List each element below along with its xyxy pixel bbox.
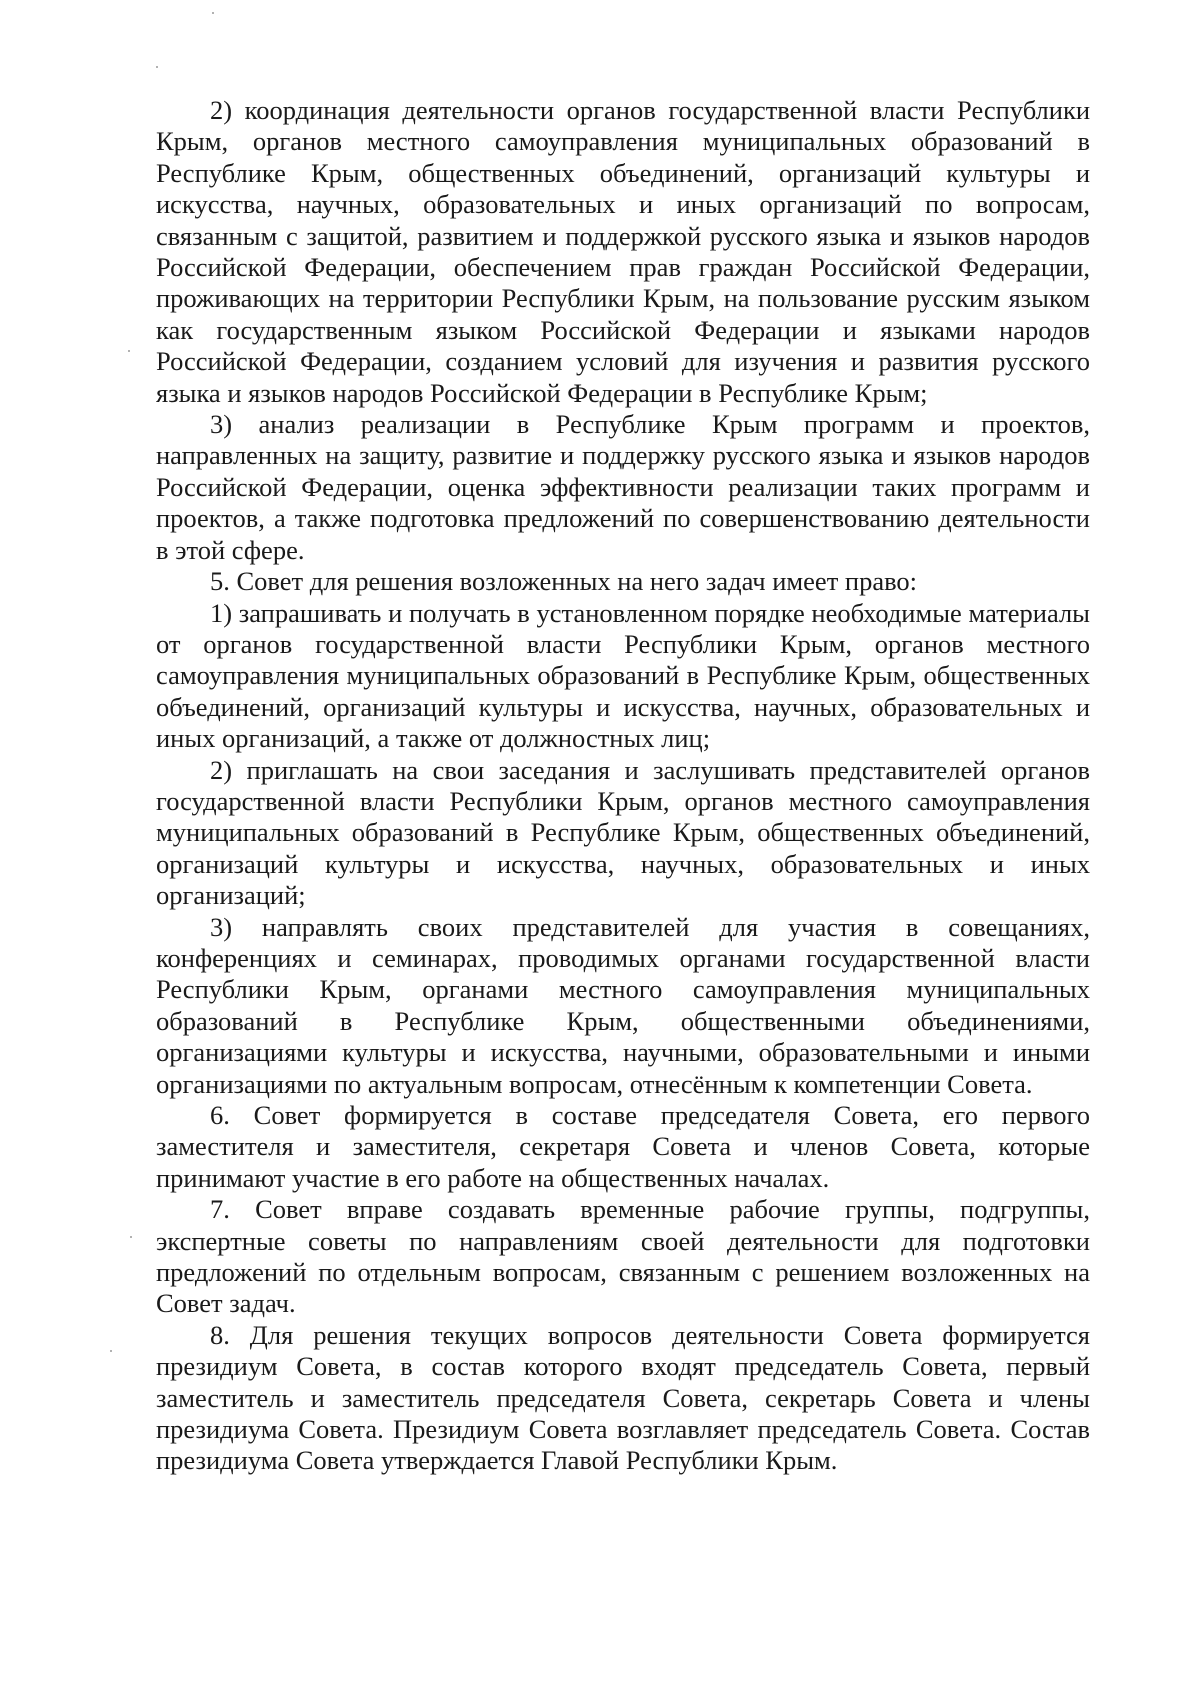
scan-speck (128, 350, 130, 352)
document-body (156, 95, 1090, 1477)
paragraph-right-2-invite: 2) приглашать на свои заседания и заслушивать представителей органов государственной власти Республики Крым, органов местного самоуправления муниципальных образований в Республике Крым, общественных объединений, организаций культуры и искусства, научных, образовательных и иных организаций; (156, 754, 1090, 911)
paragraph-item-2-coordination: 2) координация деятельности органов государственной власти Республики Крым, органов местного самоуправления муниципальных образований в Республике Крым, общественных объединений, организаций культуры и искусства, научных, образовательных и иных организаций по вопросам, связанным с защитой, развитием и поддержкой русского языка и языков народов Российской Федерации, обеспечением прав граждан Российской Федерации, проживающих на территории Республики Крым, на пользование русским языком как государственным языком Российской Федерации и языками народов Российской Федерации, созданием условий для изучения и развития русского языка и языков народов Российской Федерации в Республике Крым; (156, 95, 1090, 408)
paragraph-section-5-rights: 5. Совет для решения возложенных на него задач имеет право: (210, 566, 918, 597)
scan-speck (130, 1236, 132, 1238)
paragraph-item-3-analysis: 3) анализ реализации в Республике Крым программ и проектов, направленных на защиту, развитие и поддержку русского языка и языков народов Российской Федерации, оценка эффективности реализации таких программ и проектов, а также подготовка предложений по совершенствованию деятельности в этой сфере. (156, 409, 1090, 565)
scan-speck (110, 1350, 112, 1352)
scan-speck (212, 12, 214, 14)
paragraph-section-7-working-groups: 7. Совет вправе создавать временные рабочие группы, подгруппы, экспертные советы по направлениям своей деятельности для подготовки предложений по отдельным вопросам, связанным с решением возложенных на Совет задач. (156, 1194, 1090, 1319)
paragraph-right-3-delegate: 3) направлять своих представителей для участия в совещаниях, конференциях и семинарах, проводимых органами государственной власти Республики Крым, органами местного самоуправления муниципальных образований в Республике Крым, общественными объединениями, организациями культуры и искусства, научными, образовательными и иными организациями по актуальным вопросам, отнесённым к компетенции Совета. (156, 911, 1090, 1099)
paragraph-right-1-request: 1) запрашивать и получать в установленном порядке необходимые материалы от органов государственной власти Республики Крым, органов местного самоуправления муниципальных образований в Республике Крым, общественных объединений, организаций культуры и искусства, научных, образовательных и иных организаций, а также от должностных лиц; (156, 597, 1090, 754)
paragraph-section-8-presidium: 8. Для решения текущих вопросов деятельности Совета формируется президиум Совета, в состав которого входят председатель Совета, первый заместитель и заместитель председателя Совета, секретарь Совета и члены президиума Совета. Президиум Совета возглавляет председатель Совета. Состав президиума Совета утверждается Главой Республики Крым. (156, 1319, 1090, 1476)
scan-speck (156, 66, 158, 68)
paragraph-section-6-composition: 6. Совет формируется в составе председателя Совета, его первого заместителя и заместителя, секретаря Совета и членов Совета, которые принимают участие в его работе на общественных началах. (156, 1100, 1090, 1193)
